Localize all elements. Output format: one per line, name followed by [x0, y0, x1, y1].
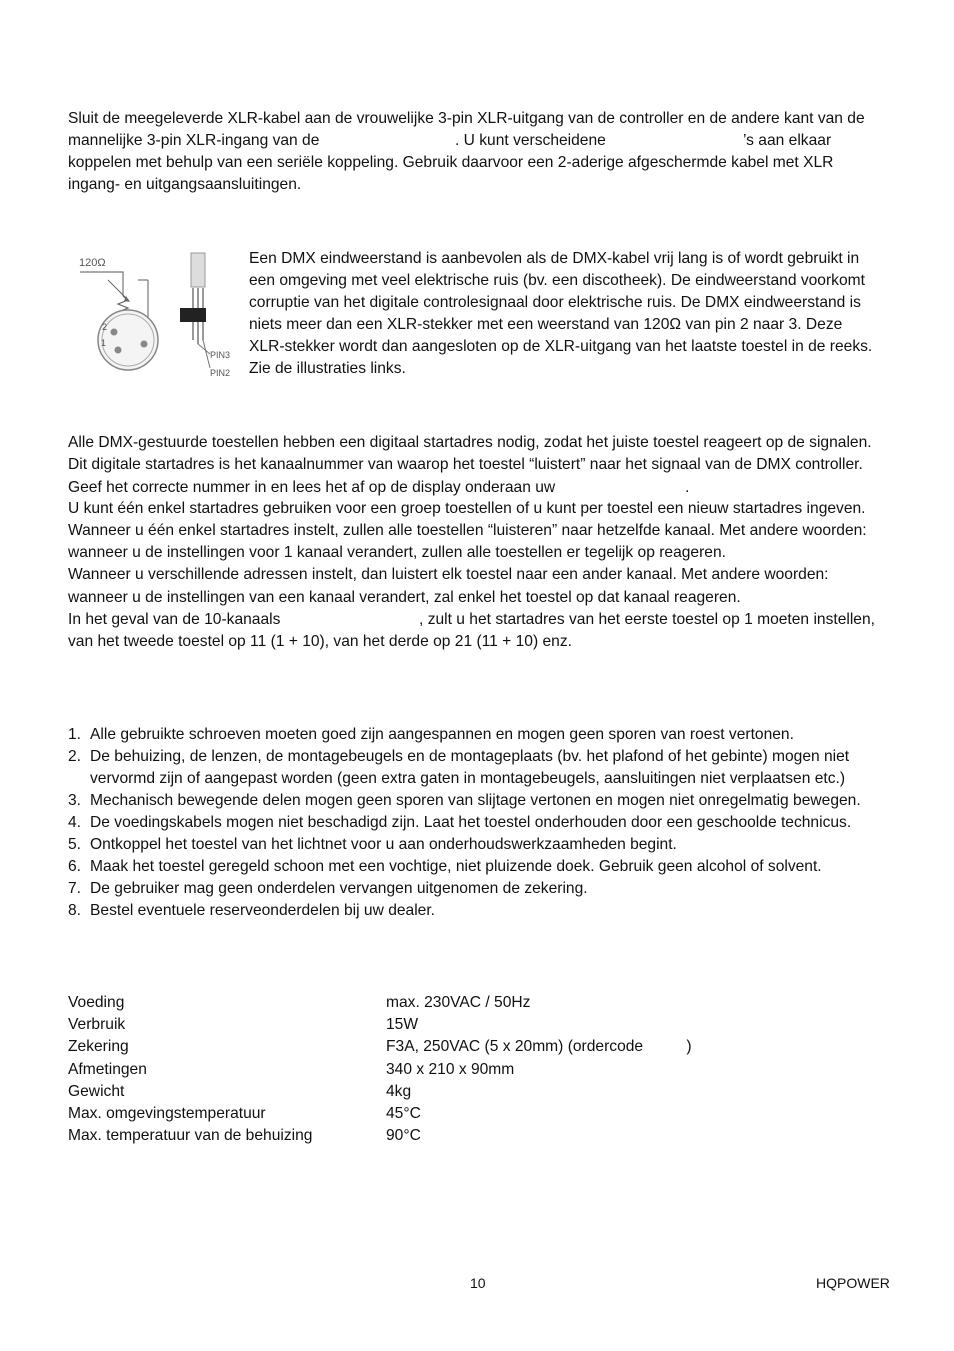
- spec-row: [68, 992, 768, 1014]
- text-line: . U kunt verscheidene: [455, 132, 606, 149]
- text-line: Geef het correcte nummer in en lees het af op de display onderaan uw .: [68, 479, 690, 496]
- list-number: 7.: [68, 880, 82, 897]
- footer-brand: HQPOWER: [816, 1275, 890, 1291]
- text-line: koppelen met behulp van een seriële koppeling. Gebruik daarvoor een 2-aderige afgeschermde kabel met XLR: [68, 154, 834, 171]
- list-text: De behuizing, de lenzen, de montagebeugels en de montageplaats (bv. het plafond of het gebinte) mogen niet vervormd zijn of aangepast worden (geen extra gaten in montagebeugels, aansluitingen niet verplaatsen etc.): [90, 748, 850, 787]
- list-item: [68, 812, 898, 834]
- text-line: wanneer u de instellingen van een kanaal verandert, zal enkel het toestel op dat kanaal reageren.: [68, 589, 741, 606]
- list-number: 2.: [68, 748, 82, 765]
- list-number: 1.: [68, 726, 82, 743]
- xlr-terminator-drawing: [68, 248, 240, 383]
- spec-value: max. 230VAC / 50Hz: [386, 994, 531, 1011]
- list-text: Mechanisch bewegende delen mogen geen sporen van slijtage vertonen en mogen niet onregelmatig bewegen.: [90, 792, 861, 809]
- list-item: [68, 790, 898, 812]
- text-line: een omgeving met veel elektrische ruis (bv. een discotheek). De eindweerstand voorkomt: [249, 272, 865, 289]
- pin3-label: PIN3: [210, 350, 231, 360]
- text-line: Wanneer u verschillende adressen instelt, dan luistert elk toestel naar een ander kanaal. Met andere woorden:: [68, 566, 829, 583]
- specifications-table: [68, 992, 768, 1147]
- list-number: 8.: [68, 902, 82, 919]
- dmx-terminator-illustration: [68, 248, 240, 383]
- spec-value: F3A, 250VAC (5 x 20mm) (ordercode ): [386, 1038, 692, 1056]
- list-text: Maak het toestel geregeld schoon met een vochtige, niet pluizende doek. Gebruik geen alcohol of solvent.: [90, 858, 822, 875]
- spec-value: 340 x 210 x 90mm: [386, 1060, 515, 1078]
- text-line: Zie de illustraties links.: [249, 360, 406, 377]
- text-line: Een DMX eindweerstand is aanbevolen als de DMX-kabel vrij lang is of wordt gebruikt in: [249, 250, 860, 267]
- text-line: Sluit de meegeleverde XLR-kabel aan de vrouwelijke 3-pin XLR-uitgang van de controller en de andere kant van de: [68, 110, 865, 127]
- spec-row: [68, 1014, 768, 1036]
- text-line: Dit digitale startadres is het kanaalnummer van waarop het toestel “luistert” naar het signaal van de DMX controller.: [68, 456, 863, 473]
- spec-key: Afmetingen: [68, 1060, 147, 1078]
- list-text: De voedingskabels mogen niet beschadigd zijn. Laat het toestel onderhouden door een geschoolde technicus.: [90, 814, 852, 831]
- spec-key: Voeding: [68, 994, 125, 1011]
- list-item: [68, 878, 898, 900]
- text-line: niets meer dan een XLR-stekker met een weerstand van 120Ω van pin 2 naar 3. Deze: [249, 316, 843, 333]
- list-number: 5.: [68, 836, 82, 853]
- list-item: [68, 856, 898, 878]
- pin-2-label: 2: [102, 322, 108, 332]
- list-item: [68, 746, 898, 790]
- resistor-label: 120Ω: [79, 257, 106, 269]
- spec-value: 45°C: [386, 1104, 421, 1122]
- list-text: Bestel eventuele reserveonderdelen bij uw dealer.: [90, 902, 436, 919]
- list-number: 6.: [68, 858, 82, 875]
- text-line: mannelijke 3-pin XLR-ingang van de: [68, 132, 320, 149]
- text-line: van het tweede toestel op 11 (1 + 10), van het derde op 21 (11 + 10) enz.: [68, 633, 572, 650]
- spec-row: [68, 1059, 768, 1081]
- spec-row: [68, 1081, 768, 1103]
- spec-key: Zekering: [68, 1038, 129, 1056]
- pin-1-label: 1: [101, 338, 107, 348]
- pin2-label: PIN2: [210, 368, 231, 378]
- list-item: [68, 900, 898, 922]
- list-text: Ontkoppel het toestel van het lichtnet voor u aan onderhoudswerkzaamheden begint.: [90, 836, 677, 853]
- spec-value: 4kg: [386, 1082, 412, 1100]
- text-line: corruptie van het digitale controlesignaal door elektrische ruis. De DMX eindweerstand is: [249, 294, 861, 311]
- text-line: Wanneer u één enkel startadres instelt, zullen alle toestellen “luisteren” naar hetzelfde kanaal. Met andere woorden:: [68, 522, 867, 539]
- spec-row: [68, 1036, 768, 1058]
- text-line: U kunt één enkel startadres gebruiken voor een groep toestellen of u kunt per toestel een nieuw startadres ingeven.: [68, 500, 866, 517]
- text-line: ingang- en uitgangsaansluitingen.: [68, 176, 302, 193]
- spec-row: [68, 1125, 768, 1147]
- list-text: De gebruiker mag geen onderdelen vervangen uitgenomen de zekering.: [90, 880, 588, 897]
- text-line: In het geval van de 10-kanaals , zult u het startadres van het eerste toestel op 1 moeten instellen,: [68, 611, 875, 628]
- list-item: [68, 724, 898, 746]
- spec-key: Max. omgevingstemperatuur: [68, 1104, 266, 1122]
- page-number: 10: [470, 1275, 486, 1291]
- spec-key: Gewicht: [68, 1082, 125, 1100]
- list-number: 4.: [68, 814, 82, 831]
- spec-value: 90°C: [386, 1127, 421, 1145]
- text-line: ’s aan elkaar: [743, 132, 832, 149]
- spec-row: [68, 1103, 768, 1125]
- text-line: Alle DMX-gestuurde toestellen hebben een digitaal startadres nodig, zodat het juiste toestel reageert op de signalen.: [68, 434, 872, 451]
- text-line: XLR-stekker wordt dan aangesloten op de XLR-uitgang van het laatste toestel in de reeks.: [249, 338, 873, 355]
- text-line: wanneer u de instellingen voor 1 kanaal verandert, zullen alle toestellen er tegelijk op reageren.: [68, 544, 726, 561]
- spec-value: 15W: [386, 1016, 419, 1034]
- spec-key: Verbruik: [68, 1016, 126, 1034]
- list-number: 3.: [68, 792, 82, 809]
- list-item: [68, 834, 898, 856]
- spec-key: Max. temperatuur van de behuizing: [68, 1127, 313, 1145]
- list-text: Alle gebruikte schroeven moeten goed zijn aangespannen en mogen geen sporen van roest vertonen.: [90, 726, 794, 743]
- maintenance-list: [68, 724, 898, 922]
